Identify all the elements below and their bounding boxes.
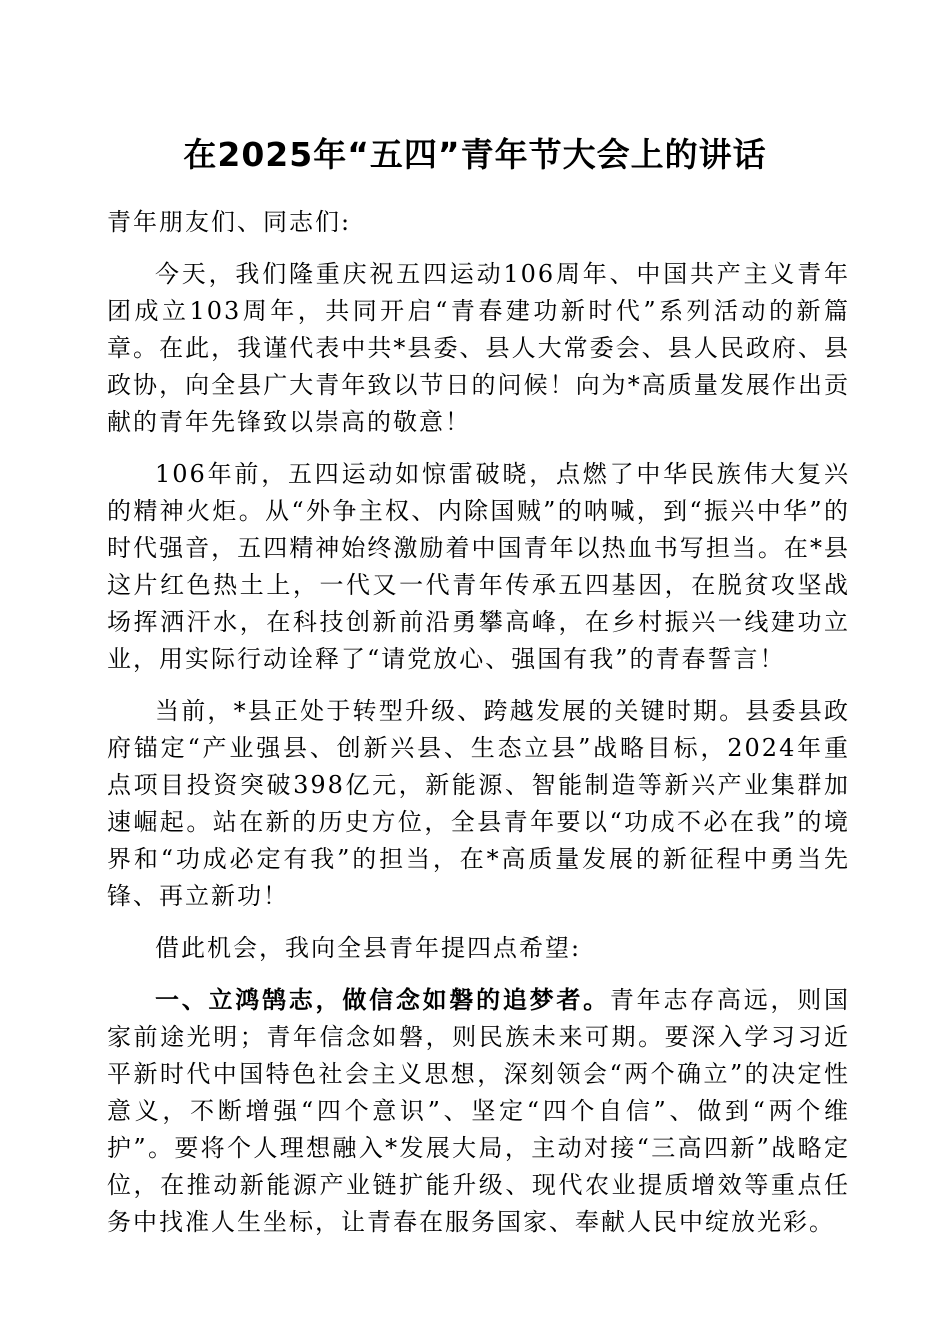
paragraph-1 [107, 256, 850, 441]
paragraph-text: 当前，*县正处于转型升级、跨越发展的关键时期。县委县政府锚定“产业强县、创新兴县、生态立县”战略目标，2024年重点项目投资突破398亿元，新能源、智能制造等新兴产业集群加速崛起。站在新的历史方位，全县青年要以“功成不必在我”的境界和“功成必定有我”的担当，在*高质量发展的新征程中勇当先锋、再立新功！ [107, 697, 850, 910]
paragraph-lead-heading: 一、立鸿鹄志，做信念如磐的追梦者。 [155, 986, 610, 1014]
paragraph-4 [107, 930, 850, 967]
document-title: 在2025年“五四”青年节大会上的讲话 [183, 135, 767, 174]
paragraph-3 [107, 693, 850, 915]
paragraph-text: 106年前，五四运动如惊雷破晓，点燃了中华民族伟大复兴的精神火炬。从“外争主权、内除国贼”的呐喊，到“振兴中华”的时代强音，五四精神始终激励着中国青年以热血书写担当。在*县这片红色热土上，一代又一代青年传承五四基因，在脱贫攻坚战场挥洒汗水，在科技创新前沿勇攀高峰，在乡村振兴一线建功立业，用实际行动诠释了“请党放心、强国有我”的青春誓言！ [107, 460, 850, 673]
salutation: 青年朋友们、同志们: [107, 208, 352, 236]
paragraph-text: 今天，我们隆重庆祝五四运动106周年、中国共产主义青年团成立103周年，共同开启“青春建功新时代”系列活动的新篇章。在此，我谨代表中共*县委、县人大常委会、县人民政府、县政协，向全县广大青年致以节日的问候！向为*高质量发展作出贡献的青年先锋致以崇高的敬意！ [107, 260, 850, 436]
paragraph-text: 青年志存高远，则国家前途光明；青年信念如磐，则民族未来可期。要深入学习习近平新时代中国特色社会主义思想，深刻领会“两个确立”的决定性意义，不断增强“四个意识”、坚定“四个自信”、做到“两个维护”。要将个人理想融入*发展大局，主动对接“三高四新”战略定位，在推动新能源产业链扩能升级、现代农业提质增效等重点任务中找准人生坐标，让青春在服务国家、奉献人民中绽放光彩。 [107, 986, 851, 1236]
paragraph-5 [107, 982, 850, 1241]
paragraph-2 [107, 456, 850, 678]
paragraph-text: 借此机会，我向全县青年提四点希望: [155, 934, 582, 962]
document-body [107, 204, 850, 1241]
